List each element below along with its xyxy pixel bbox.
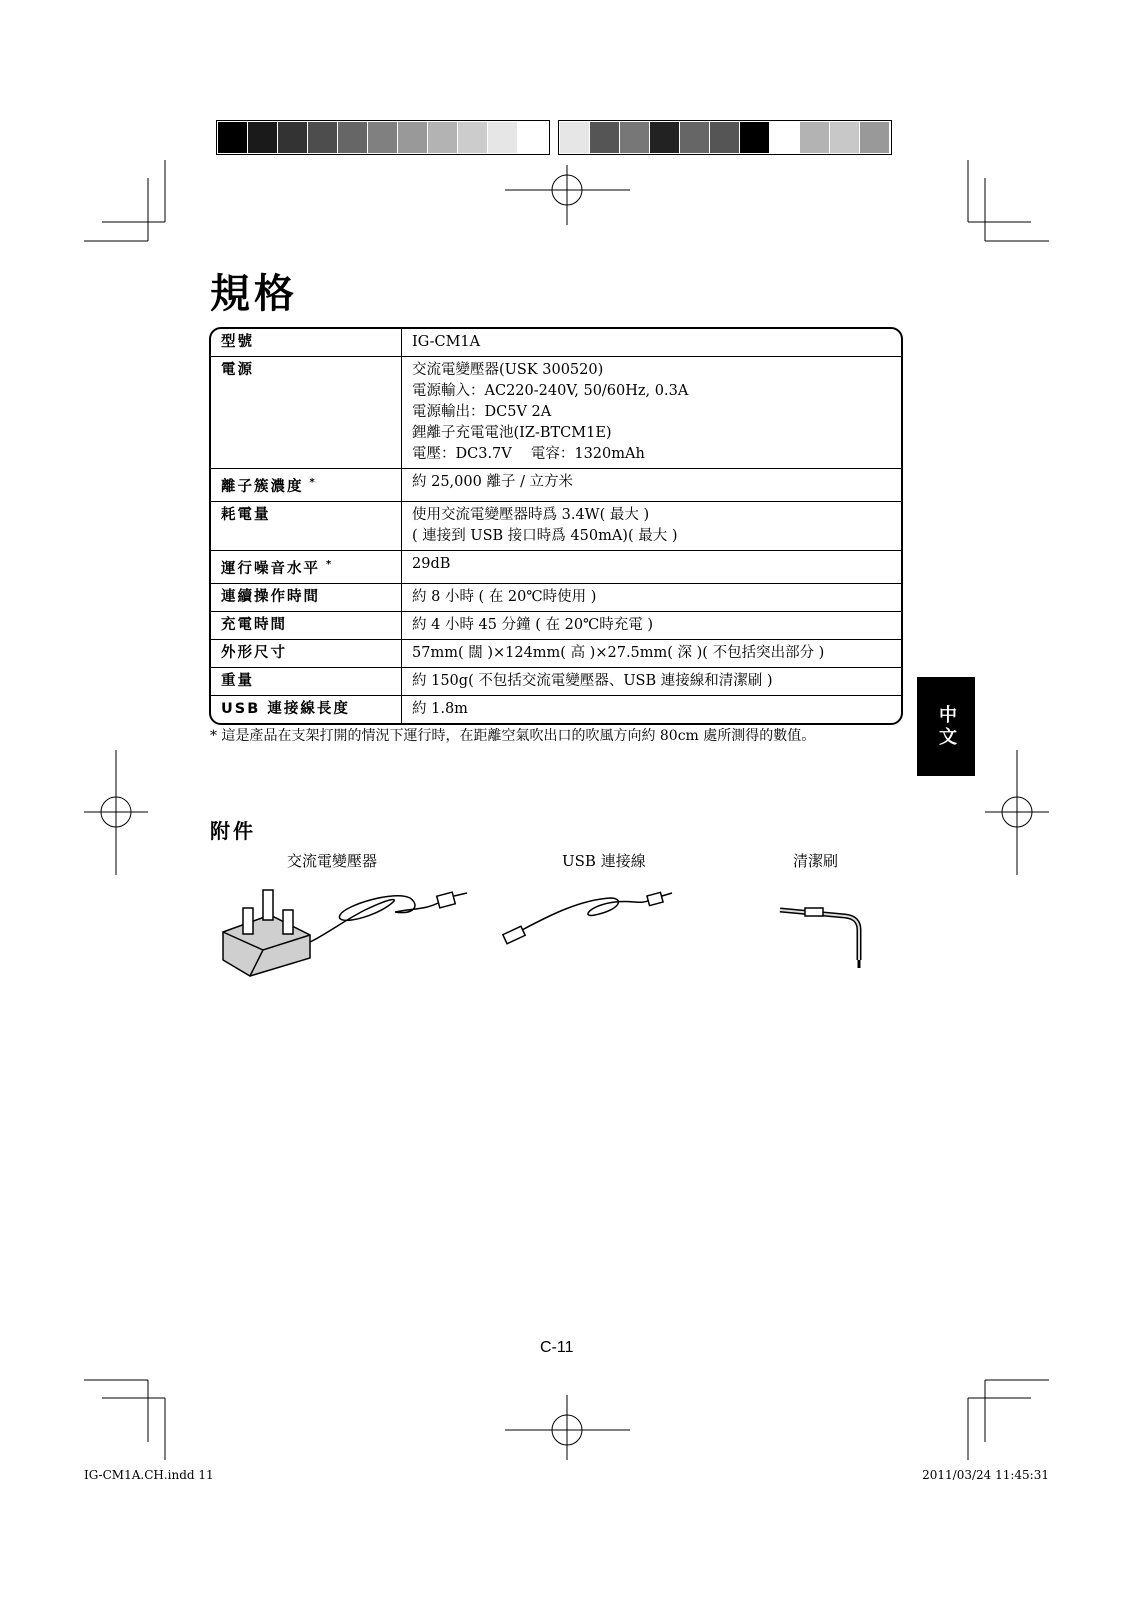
spec-key bbox=[211, 583, 402, 611]
language-tab-label: 中文 bbox=[936, 704, 957, 749]
spec-value bbox=[402, 695, 902, 723]
ac-adapter-icon bbox=[215, 880, 475, 980]
spec-key bbox=[211, 667, 402, 695]
spec-key bbox=[211, 611, 402, 639]
spec-row bbox=[211, 550, 901, 583]
spec-value bbox=[402, 611, 902, 639]
spec-key-label: 連續操作時間 bbox=[221, 588, 320, 605]
spec-value-line: 交流電變壓器(USK 300520) bbox=[412, 362, 604, 378]
language-tab bbox=[917, 677, 975, 776]
spec-key-label: 耗電量 bbox=[221, 506, 271, 523]
spec-row bbox=[211, 639, 901, 667]
spec-key-label: 電源 bbox=[221, 362, 254, 378]
spec-value-line: 電源輸入：AC220-240V, 50/60Hz, 0.3A bbox=[412, 383, 689, 399]
spec-row bbox=[211, 695, 901, 723]
spec-value bbox=[402, 357, 902, 469]
spec-value-line: 約 150g( 不包括交流電變壓器、USB 連接線和清潔刷 ) bbox=[412, 672, 773, 689]
spec-value-line: 29dB bbox=[412, 555, 451, 572]
spec-key bbox=[211, 501, 402, 550]
accessory-label-adapter: 交流電變壓器 bbox=[287, 852, 378, 870]
spec-row bbox=[211, 667, 901, 695]
spec-row bbox=[211, 469, 901, 502]
spec-key-label: 充電時間 bbox=[221, 616, 287, 633]
accessory-label-brush: 清潔刷 bbox=[793, 852, 839, 870]
spec-value-line: 約 8 小時 ( 在 20℃時使用 ) bbox=[412, 588, 597, 605]
spec-value bbox=[402, 667, 902, 695]
spec-value-line: ( 連接到 USB 接口時爲 450mA)( 最大 ) bbox=[412, 527, 678, 544]
spec-key bbox=[211, 550, 402, 583]
spec-value-line: 電壓：DC3.7V 電容：1320mAh bbox=[412, 446, 645, 462]
page-number: C-11 bbox=[540, 1339, 574, 1356]
spec-value-line: 電源輸出：DC5V 2A bbox=[412, 404, 552, 420]
spec-value-line: 約 25,000 離子 / 立方米 bbox=[412, 474, 574, 490]
spec-value-line: 使用交流電變壓器時爲 3.4W( 最大 ) bbox=[412, 506, 650, 523]
spec-value bbox=[402, 329, 902, 357]
footnote-mark: * bbox=[326, 558, 334, 570]
spec-value bbox=[402, 639, 902, 667]
spec-key-label: USB 連接線長度 bbox=[221, 700, 350, 717]
spec-key bbox=[211, 695, 402, 723]
spec-value bbox=[402, 501, 902, 550]
spec-key-label: 離子簇濃度 bbox=[221, 478, 304, 495]
spec-key-label: 型號 bbox=[221, 334, 254, 350]
spec-value bbox=[402, 469, 902, 502]
spec-key bbox=[211, 329, 402, 357]
spec-row bbox=[211, 329, 901, 357]
usb-cable-icon bbox=[500, 890, 690, 950]
footnote: * 這是產品在支架打開的情況下運行時，在距離空氣吹出口的吹風方向約 80cm 處所測得的數值。 bbox=[210, 728, 816, 744]
spec-value-line: IG-CM1A bbox=[412, 334, 481, 350]
page-title: 規格 bbox=[210, 271, 298, 317]
spec-key-label: 運行噪音水平 bbox=[221, 560, 320, 577]
spec-value-line: 約 1.8m bbox=[412, 700, 468, 717]
spec-key bbox=[211, 357, 402, 469]
cleaning-brush-icon bbox=[775, 900, 885, 970]
spec-key-label: 外形尺寸 bbox=[221, 644, 287, 661]
spec-row bbox=[211, 501, 901, 550]
footnote-mark: * bbox=[309, 477, 317, 488]
footer-file-info: IG-CM1A.CH.indd 11 bbox=[84, 1468, 214, 1482]
spec-key bbox=[211, 639, 402, 667]
spec-value bbox=[402, 583, 902, 611]
spec-value bbox=[402, 550, 902, 583]
spec-key bbox=[211, 469, 402, 502]
accessories-title: 附件 bbox=[210, 819, 256, 843]
spec-row bbox=[211, 357, 901, 469]
spec-row bbox=[211, 583, 901, 611]
accessory-label-usb: USB 連接線 bbox=[562, 852, 646, 870]
spec-value-line: 鋰離子充電電池(IZ-BTCM1E) bbox=[412, 425, 612, 441]
spec-table bbox=[209, 327, 903, 725]
spec-key-label: 重量 bbox=[221, 672, 254, 689]
spec-row bbox=[211, 611, 901, 639]
spec-value-line: 約 4 小時 45 分鐘 ( 在 20℃時充電 ) bbox=[412, 616, 654, 633]
footer-timestamp: 2011/03/24 11:45:31 bbox=[922, 1468, 1049, 1482]
spec-value-line: 57mm( 闊 )×124mm( 高 )×27.5mm( 深 )( 不包括突出部分 ) bbox=[412, 644, 825, 661]
